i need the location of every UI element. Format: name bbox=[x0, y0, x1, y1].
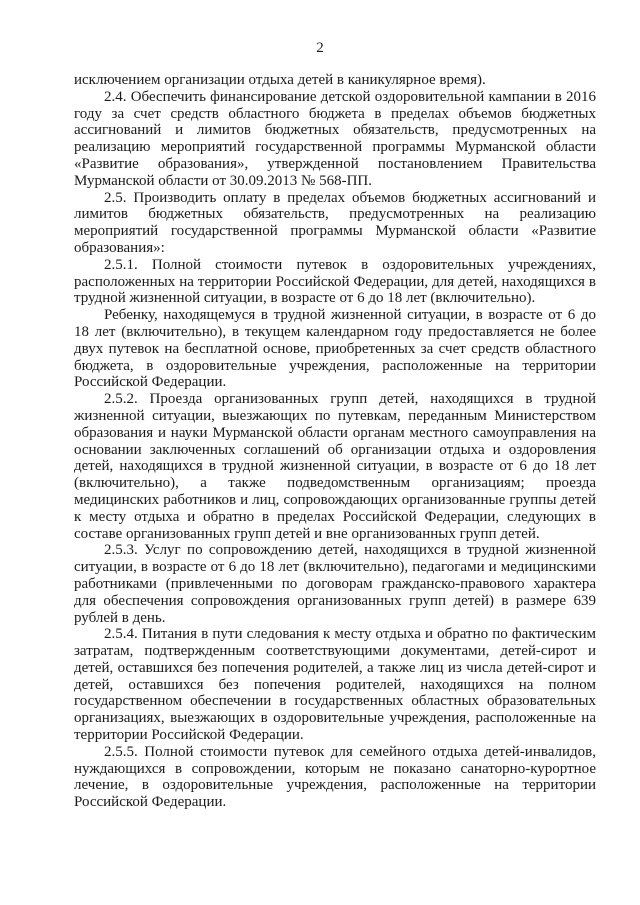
paragraph-2-5: 2.5. Производить оплату в пределах объемов бюджетных ассигнований и лимитов бюджетных обязательств, предусмотренных на реализацию мероприятий государственной программы Мурманской области «Развитие образования»: bbox=[74, 189, 596, 256]
paragraph-2-5-1: 2.5.1. Полной стоимости путевок в оздоровительных учреждениях, расположенных на территории Российской Федерации, для детей, находящихся в трудной жизненной ситуации, в возрасте от 6 до 18 лет (включительно). bbox=[74, 256, 596, 307]
document-body bbox=[74, 72, 596, 811]
paragraph-child-limit: Ребенку, находящемуся в трудной жизненной ситуации, в возрасте от 6 до 18 лет (включительно), в текущем календарном году предоставляется не более двух путевок на бесплатной основе, приобретенных за счет средств областного бюджета, в оздоровительные учреждения, расположенные на территории Российской Федерации. bbox=[74, 307, 596, 391]
paragraph: исключением организации отдыха детей в каникулярное время). bbox=[74, 72, 486, 88]
page-number: 2 bbox=[316, 40, 324, 56]
paragraph-2-5-2: 2.5.2. Проезда организованных групп детей, находящихся в трудной жизненной ситуации, выезжающих по путевкам, переданным Министерством образования и науки Мурманской области органам местного самоуправления на основании заключенных соглашений об организации отдыха и оздоровления детей, находящихся в трудной жизненной ситуации, в возрасте от 6 до 18 лет (включительно), а также подведомственным организациям; проезда медицинских работников и лиц, сопровождающих организованные группы детей к месту отдыха и обратно в пределах Российской Федерации, следующих в составе организованных групп детей и вне организованных групп детей. bbox=[74, 391, 596, 542]
paragraph-2-4: 2.4. Обеспечить финансирование детской оздоровительной кампании в 2016 году за счет средств областного бюджета в пределах объемов бюджетных ассигнований и лимитов бюджетных обязательств, предусмотренных на реализацию мероприятий государственной программы Мурманской области «Развитие образования», утвержденной постановлением Правительства Мурманской области от 30.09.2013 № 568-ПП. bbox=[74, 88, 596, 189]
paragraph-2-5-4: 2.5.4. Питания в пути следования к месту отдыха и обратно по фактическим затратам, подтвержденным соответствующими документами, детей-сирот и детей, оставшихся без попечения родителей, а также лиц из числа детей-сирот и детей, оставшихся без попечения родителей, находящихся на полном государственном обеспечении в государственных областных образовательных организациях, выезжающих в оздоровительные учреждения, расположенные на территории Российской Федерации. bbox=[74, 626, 596, 744]
paragraph-2-5-5: 2.5.5. Полной стоимости путевок для семейного отдыха детей-инвалидов, нуждающихся в сопровождении, которым не показано санаторно-курортное лечение, в оздоровительные учреждения, расположенные на территории Российской Федерации. bbox=[74, 743, 596, 811]
paragraph-2-5-3: 2.5.3. Услуг по сопровождению детей, находящихся в трудной жизненной ситуации, в возрасте от 6 до 18 лет (включительно), педагогами и медицинскими работниками (привлеченными по договорам гражданско-правового характера для обеспечения сопровождения организованных групп детей) в размере 639 рублей в день. bbox=[74, 542, 596, 626]
